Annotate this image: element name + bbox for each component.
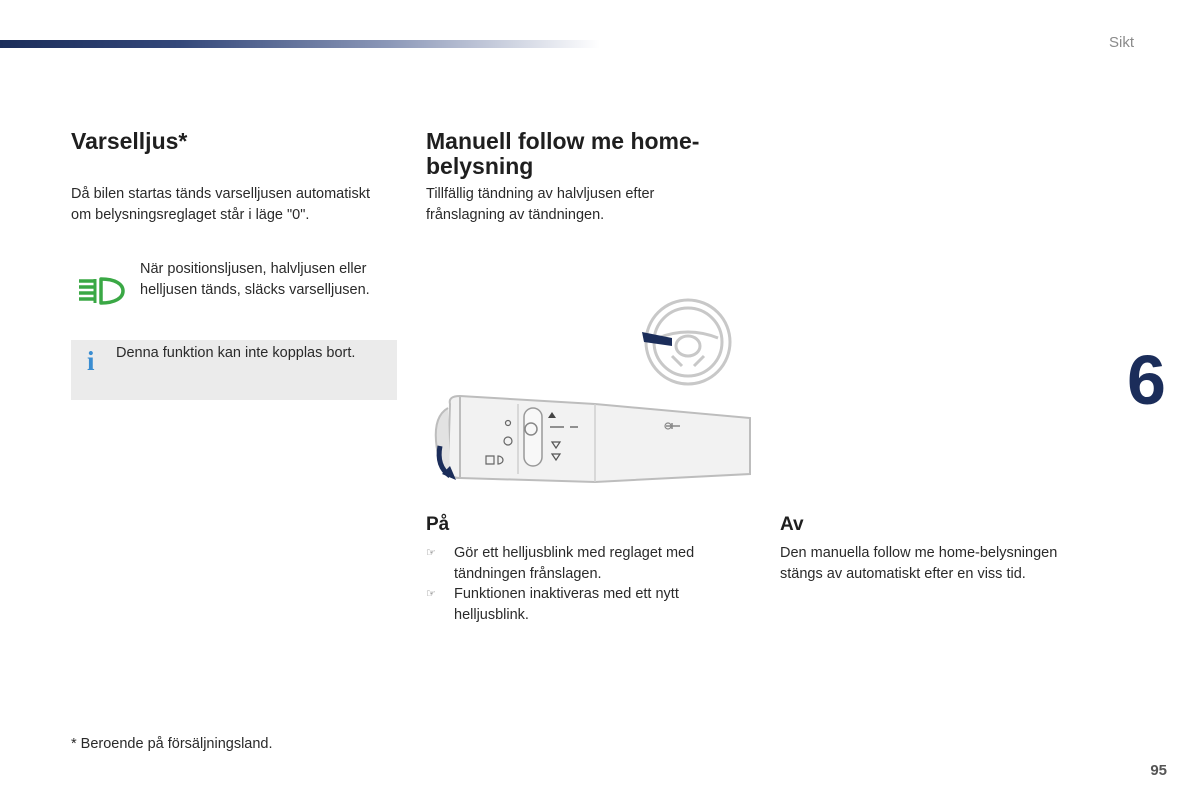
follow-me-home-intro: Tillfällig tändning av halvljusen efter frånslagning av tändningen. [426, 186, 655, 223]
light-stalk-illustration [420, 296, 760, 486]
header-gradient-bar [0, 40, 600, 48]
varselljus-title: Varselljus* [71, 128, 188, 154]
page-number: 95 [1150, 762, 1167, 779]
on-title: På [426, 514, 450, 535]
info-text: Denna funktion kan inte kopplas bort. [116, 345, 356, 361]
headlight-icon [77, 275, 125, 307]
footnote: * Beroende på försäljningsland. [71, 736, 273, 752]
info-icon: i [87, 346, 95, 376]
off-text: Den manuella follow me home-belysningen stängs av automatiskt efter en viss tid. [780, 545, 1058, 582]
on-bullet-list [426, 543, 746, 625]
off-title: Av [780, 514, 804, 535]
chapter-number: 6 [1127, 341, 1166, 419]
info-box [71, 340, 397, 400]
list-item: ☞ Gör ett helljusblink med reglaget med tändningen frånslagen. [426, 545, 695, 582]
stalk-body [436, 396, 750, 482]
bullet-pointer-icon: ☞ [426, 588, 436, 600]
lamp-note: När positionsljusen, halvljusen eller helljusen tänds, släcks varselljusen. [140, 261, 370, 298]
bullet-pointer-icon: ☞ [426, 547, 436, 559]
follow-me-home-title: Manuell follow me home- belysning [426, 128, 700, 179]
varselljus-intro: Då bilen startas tänds varselljusen automatiskt om belysningsreglaget står i läge "0". [71, 186, 371, 223]
section-label: Sikt [1108, 34, 1134, 51]
list-item: ☞ Funktionen inaktiveras med ett nytt helljusblink. [426, 586, 679, 623]
